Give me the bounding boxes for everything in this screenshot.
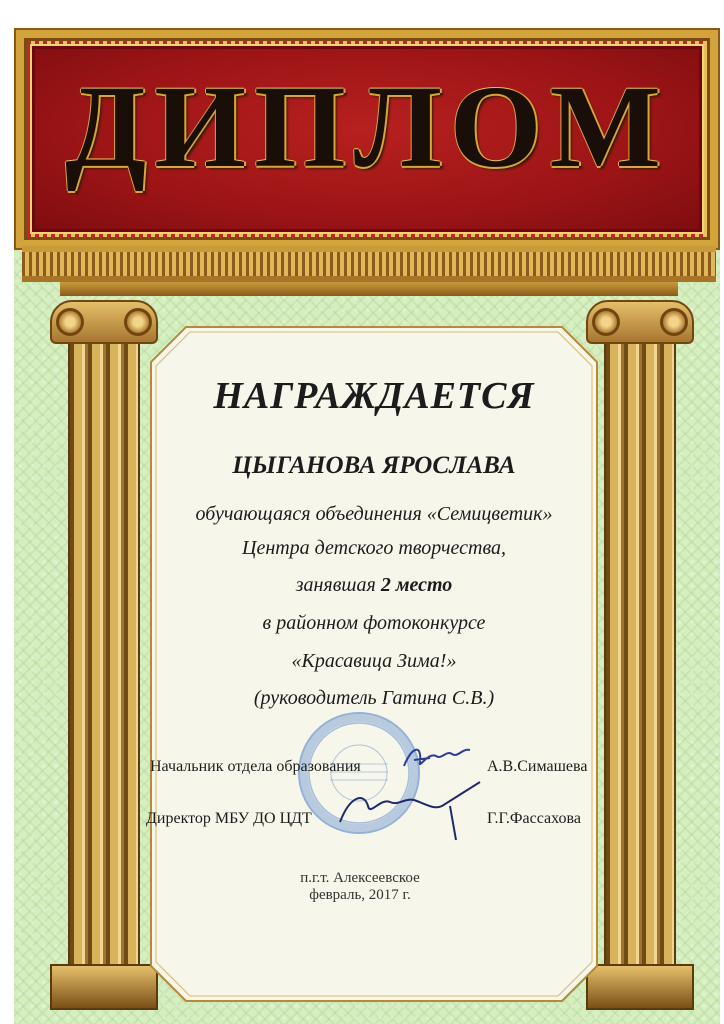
volute-icon xyxy=(660,308,688,336)
right-column-base xyxy=(586,964,694,1010)
left-column-shaft xyxy=(68,344,140,964)
left-column-base xyxy=(50,964,158,1010)
signatory-1-position: Начальник отдела образования xyxy=(150,758,361,775)
volute-icon xyxy=(592,308,620,336)
place-number: 2 xyxy=(380,574,391,596)
signature-2-icon xyxy=(330,776,490,846)
right-column-capital xyxy=(586,300,694,344)
signatory-1-name: А.В.Симашева xyxy=(487,758,588,775)
right-column xyxy=(586,300,694,1010)
place-prefix: занявшая xyxy=(295,574,381,596)
volute-icon xyxy=(56,308,84,336)
signature-1-icon xyxy=(400,740,480,776)
cornice-base xyxy=(60,282,678,296)
contest-name: «Красавица Зима!» xyxy=(291,650,457,672)
place-word: место xyxy=(390,574,453,596)
award-text-line: обучающаяся объединения «Семицветик» xyxy=(195,503,553,525)
award-headline: НАГРАЖДАЕТСЯ xyxy=(213,375,535,417)
left-column-capital xyxy=(50,300,158,344)
award-text-line: Центра детского творчества, xyxy=(242,537,506,559)
award-text-line: в районном фотоконкурсе xyxy=(262,612,486,634)
issue-place: п.г.т. Алексеевское xyxy=(300,870,420,886)
issue-date: февраль, 2017 г. xyxy=(309,887,411,903)
recipient-name: ЦЫГАНОВА ЯРОСЛАВА xyxy=(232,452,516,479)
diploma-title: ДИПЛОМ xyxy=(65,61,669,192)
right-column-shaft xyxy=(604,344,676,964)
award-place-line xyxy=(150,574,598,597)
signatory-2-position: Директор МБУ ДО ЦДТ xyxy=(146,810,312,827)
left-column xyxy=(50,300,158,1010)
supervisor-line: (руководитель Гатина С.В.) xyxy=(253,687,495,709)
volute-icon xyxy=(124,308,152,336)
cornice-frieze xyxy=(22,246,716,282)
title-banner xyxy=(14,28,720,250)
signatory-2-name: Г.Г.Фассахова xyxy=(487,810,581,827)
